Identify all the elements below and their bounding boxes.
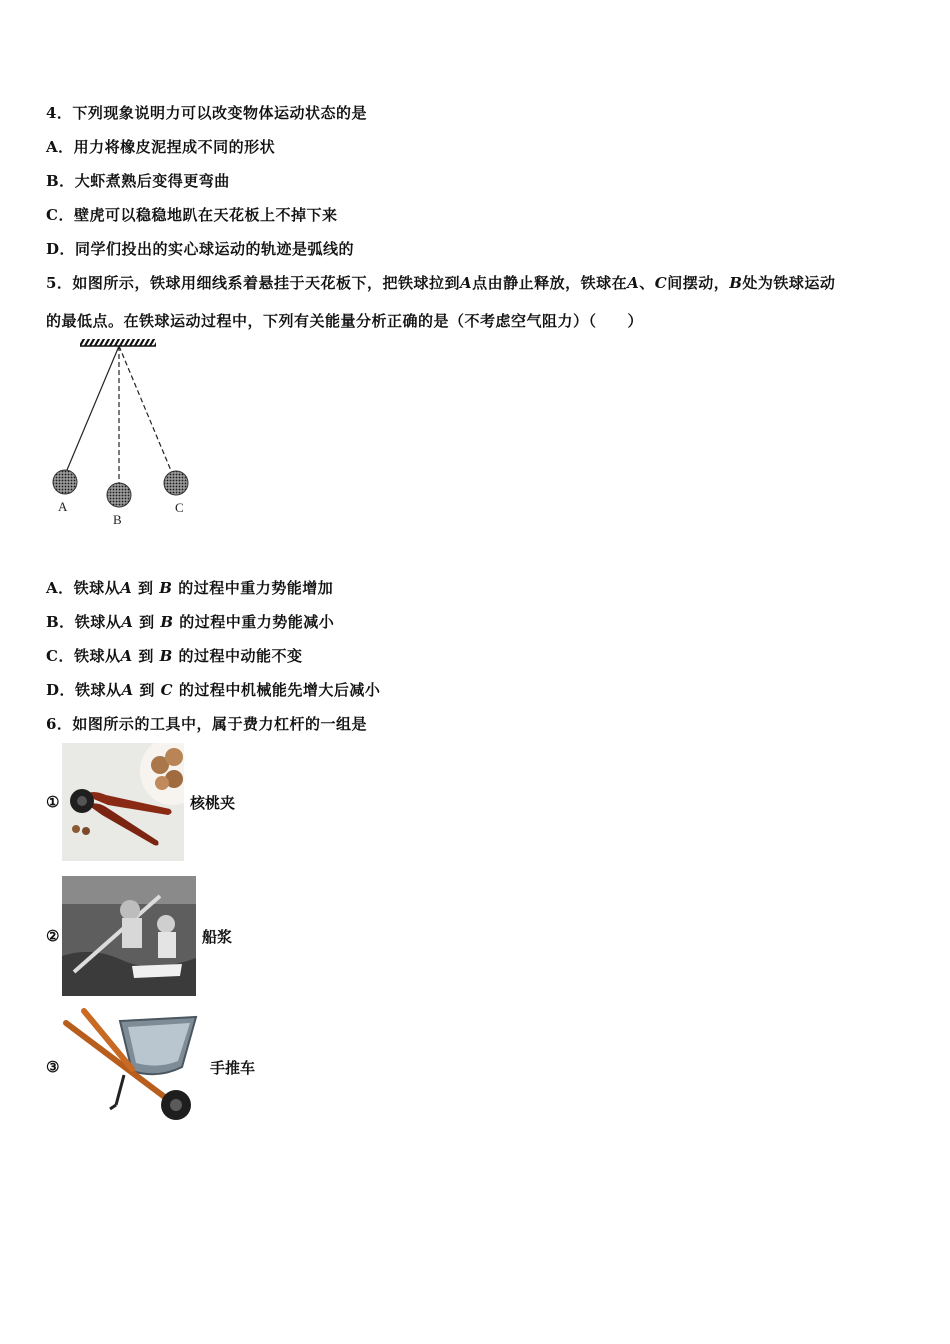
tool-number: ① xyxy=(46,793,60,811)
string-dashed-c xyxy=(119,346,172,473)
pendulum-figure xyxy=(40,335,210,535)
tool-item-oar xyxy=(46,876,232,996)
q5-option-a: A．铁球从A 到 B 的过程中重力势能增加 xyxy=(46,579,334,597)
label-b: B xyxy=(113,512,122,527)
q5-stem-line2: 的最低点。在铁球运动过程中，下列有关能量分析正确的是（不考虑空气阻力）（ ） xyxy=(46,312,644,330)
label-c: C xyxy=(175,500,184,515)
string-solid xyxy=(67,346,119,470)
q4-option-b: B．大虾煮熟后变得更弯曲 xyxy=(46,172,230,190)
tool-number: ② xyxy=(46,927,60,945)
q4-option-a: A．用力将橡皮泥捏成不同的形状 xyxy=(46,138,276,156)
q5-option-b: B．铁球从A 到 B 的过程中重力势能减小 xyxy=(46,613,335,631)
nutcracker-image xyxy=(62,743,184,861)
q5-option-c: C．铁球从A 到 B 的过程中动能不变 xyxy=(46,647,303,665)
q4-option-d: D．同学们投出的实心球运动的轨迹是弧线的 xyxy=(46,240,355,258)
q5-option-d: D．铁球从A 到 C 的过程中机械能先增大后减小 xyxy=(46,681,381,699)
tool-item-wheelbarrow xyxy=(46,1005,255,1129)
oar-image xyxy=(62,876,196,996)
ceiling-hatch xyxy=(80,339,156,346)
tool-name: 手推车 xyxy=(210,1058,256,1077)
tool-name: 核桃夹 xyxy=(190,793,236,812)
tool-number: ③ xyxy=(46,1058,60,1076)
label-a: A xyxy=(58,499,68,514)
q6-stem: 6．如图所示的工具中，属于费力杠杆的一组是 xyxy=(46,715,367,733)
wheelbarrow-image xyxy=(62,1005,204,1129)
ball-a xyxy=(53,470,77,494)
ball-c xyxy=(164,471,188,495)
q4-stem: 4．下列现象说明力可以改变物体运动状态的是 xyxy=(46,104,367,122)
q5-stem-line1: 5．如图所示，铁球用细线系着悬挂于天花板下，把铁球拉到A点由静止释放，铁球在A、C间摆动，B处为铁球运动 xyxy=(46,274,836,292)
tool-item-nutcracker xyxy=(46,743,235,861)
ball-b xyxy=(107,483,131,507)
q4-option-c: C．壁虎可以稳稳地趴在天花板上不掉下来 xyxy=(46,206,338,224)
tool-name: 船浆 xyxy=(202,927,233,946)
